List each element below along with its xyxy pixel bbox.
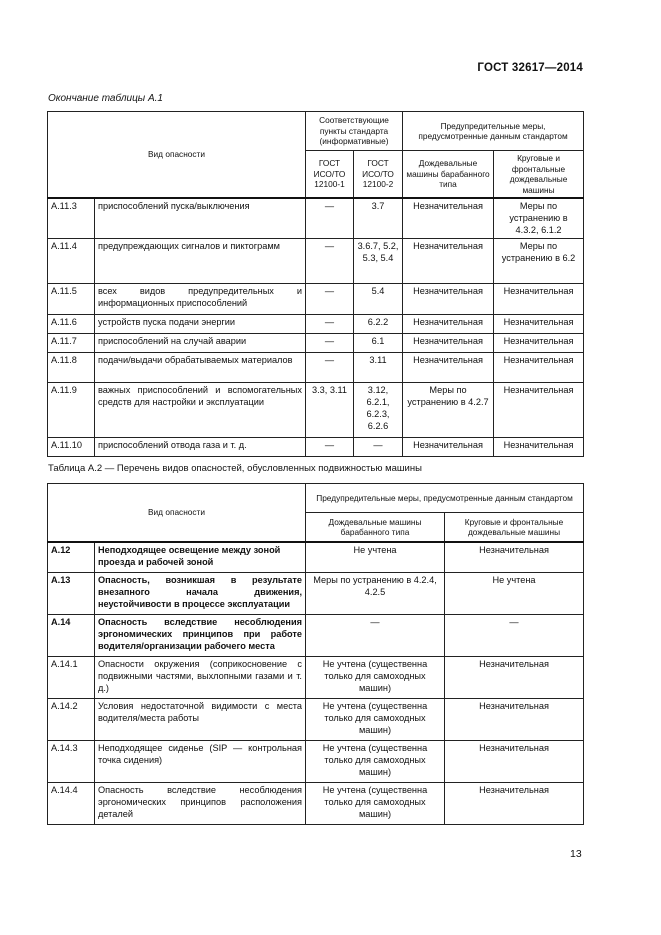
row-drum: Не учтена (306, 542, 445, 573)
row-number: А.12 (48, 542, 95, 573)
row-drum: Незначительная (403, 438, 494, 457)
row-circular: Незначительная (494, 353, 584, 383)
row-drum: Не учтена (существенна только для самоходных машин) (306, 657, 445, 699)
row-iso2: 5.4 (354, 284, 403, 315)
hazards-table-a1 (47, 111, 584, 457)
row-circular: Незначительная (494, 438, 584, 457)
table-header-row (48, 484, 584, 513)
row-hazard: важных приспособлений и вспомогательных средств для настройки и эксплуатации (95, 383, 306, 438)
table-row (48, 699, 584, 741)
row-number: А.14.1 (48, 657, 95, 699)
header-hazard: Вид опасности (48, 112, 306, 199)
row-drum: Не учтена (существенна только для самоходных машин) (306, 741, 445, 783)
row-hazard: Условия недостаточной видимости с места водителя/места работы (95, 699, 306, 741)
row-drum: Меры по устранению в 4.2.7 (403, 383, 494, 438)
table-row (48, 353, 584, 383)
table-row (48, 315, 584, 334)
table-row (48, 198, 584, 239)
row-hazard: устройств пуска подачи энергии (95, 315, 306, 334)
row-number: А.13 (48, 573, 95, 615)
table1-caption: Окончание таблицы А.1 (48, 93, 163, 104)
header-measures: Предупредительные меры, предусмотренные данным стандартом (403, 112, 584, 151)
row-hazard: Опасность вследствие несоблюдения эргономических принципов при работе водителя/организации рабочего места (95, 615, 306, 657)
row-number: А.11.5 (48, 284, 95, 315)
row-iso2: 3.11 (354, 353, 403, 383)
row-drum: Незначительная (403, 284, 494, 315)
row-hazard: всех видов предупредительных и информационных приспособлений (95, 284, 306, 315)
row-circular: Незначительная (494, 284, 584, 315)
header-circular: Круговые и фронтальные дождевальные машины (494, 151, 584, 199)
row-number: А.14.2 (48, 699, 95, 741)
row-hazard: предупреждающих сигналов и пиктограмм (95, 239, 306, 284)
row-hazard: Неподходящее сиденье (SIP — контрольная точка сидения) (95, 741, 306, 783)
row-hazard: Неподходящее освещение между зоной проезда и рабочей зоной (95, 542, 306, 573)
table-row (48, 783, 584, 825)
row-number: А.11.7 (48, 334, 95, 353)
row-iso1: — (306, 198, 354, 239)
row-iso1: — (306, 438, 354, 457)
standard-number: ГОСТ 32617—2014 (477, 62, 583, 74)
row-number: А.11.6 (48, 315, 95, 334)
page-number: 13 (570, 848, 582, 860)
header-drum: Дождевальные машины барабанного типа (306, 513, 445, 543)
row-number: А.11.8 (48, 353, 95, 383)
row-iso2: 6.2.2 (354, 315, 403, 334)
row-circular: Незначительная (494, 334, 584, 353)
row-iso2: 3.12, 6.2.1, 6.2.3, 6.2.6 (354, 383, 403, 438)
row-drum: Незначительная (403, 334, 494, 353)
row-drum: Незначительная (403, 198, 494, 239)
table-row (48, 334, 584, 353)
row-hazard: подачи/выдачи обрабатываемых материалов (95, 353, 306, 383)
row-number: А.11.9 (48, 383, 95, 438)
row-circular: Незначительная (445, 542, 584, 573)
row-circular: Незначительная (445, 741, 584, 783)
row-iso2: 6.1 (354, 334, 403, 353)
row-circular: Незначительная (494, 383, 584, 438)
header-drum: Дождевальные машины барабанного типа (403, 151, 494, 199)
row-drum: Меры по устранению в 4.2.4, 4.2.5 (306, 573, 445, 615)
row-drum: Незначительная (403, 239, 494, 284)
table-row (48, 741, 584, 783)
row-number: А.14.4 (48, 783, 95, 825)
row-iso1: — (306, 239, 354, 284)
row-iso1: — (306, 353, 354, 383)
row-number: А.14 (48, 615, 95, 657)
row-drum: — (306, 615, 445, 657)
row-drum: Не учтена (существенна только для самоходных машин) (306, 699, 445, 741)
hazards-table-a2 (47, 483, 584, 825)
row-number: А.14.3 (48, 741, 95, 783)
row-drum: Не учтена (существенна только для самоходных машин) (306, 783, 445, 825)
row-circular: Не учтена (445, 573, 584, 615)
row-drum: Незначительная (403, 315, 494, 334)
header-circular: Круговые и фронтальные дождевальные машины (445, 513, 584, 543)
row-number: А.11.4 (48, 239, 95, 284)
row-iso2: 3.7 (354, 198, 403, 239)
header-iso1: ГОСТ ИСО/ТО 12100-1 (306, 151, 354, 199)
row-circular: Незначительная (445, 783, 584, 825)
row-circular: Незначительная (445, 657, 584, 699)
row-hazard: приспособлений пуска/выключения (95, 198, 306, 239)
row-number: А.11.3 (48, 198, 95, 239)
header-hazard: Вид опасности (48, 484, 306, 543)
row-circular: Меры по устранению в 6.2 (494, 239, 584, 284)
row-iso2: — (354, 438, 403, 457)
row-circular: — (445, 615, 584, 657)
row-iso1: — (306, 284, 354, 315)
header-iso2: ГОСТ ИСО/ТО 12100-2 (354, 151, 403, 199)
table-row (48, 383, 584, 438)
table-row (48, 615, 584, 657)
table-row (48, 438, 584, 457)
table-row (48, 657, 584, 699)
row-hazard: Опасность, возникшая в результате внезапного начала движения, неустойчивости в процессе эксплуатации (95, 573, 306, 615)
row-iso1: 3.3, 3.11 (306, 383, 354, 438)
header-clauses: Соответствующие пункты стандарта (информативные) (306, 112, 403, 151)
row-iso2: 3.6.7, 5.2, 5.3, 5.4 (354, 239, 403, 284)
table-row (48, 542, 584, 573)
row-iso1: — (306, 315, 354, 334)
row-circular: Незначительная (494, 315, 584, 334)
row-iso1: — (306, 334, 354, 353)
table-row (48, 284, 584, 315)
row-hazard: приспособлений отвода газа и т. д. (95, 438, 306, 457)
table-row (48, 573, 584, 615)
table-row (48, 239, 584, 284)
table-header-row (48, 112, 584, 151)
row-hazard: приспособлений на случай аварии (95, 334, 306, 353)
row-hazard: Опасность вследствие несоблюдения эргономических принципов расположения деталей (95, 783, 306, 825)
row-number: А.11.10 (48, 438, 95, 457)
row-circular: Меры по устранению в 4.3.2, 6.1.2 (494, 198, 584, 239)
header-measures: Предупредительные меры, предусмотренные данным стандартом (306, 484, 584, 513)
row-hazard: Опасности окружения (соприкосновение с подвижными частями, выхлопными газами и т. д.) (95, 657, 306, 699)
table2-caption: Таблица А.2 — Перечень видов опасностей, обусловленных подвижностью машины (48, 463, 422, 474)
row-circular: Незначительная (445, 699, 584, 741)
row-drum: Незначительная (403, 353, 494, 383)
